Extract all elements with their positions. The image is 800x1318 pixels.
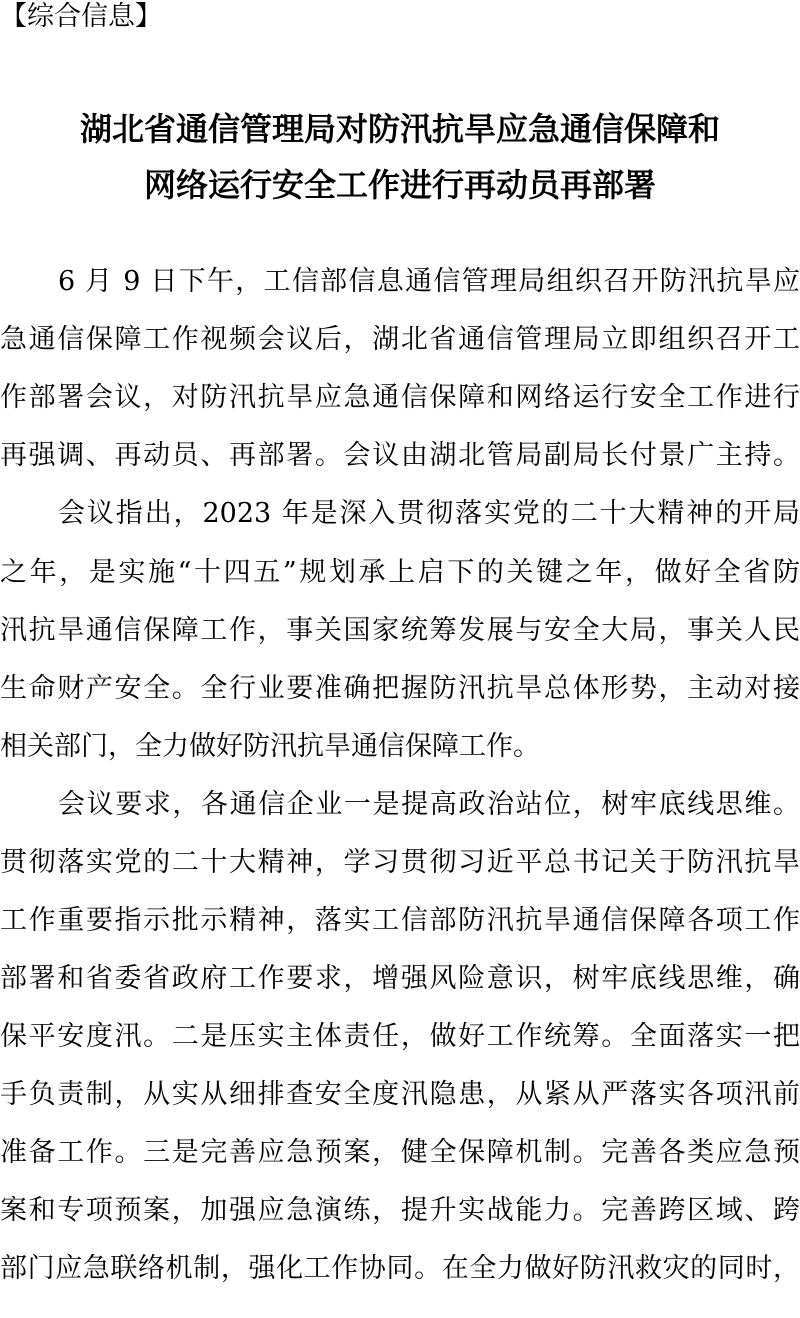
- text-line: 案和专项预案，加强应急演练，提升实战能力。完善跨区域、跨: [0, 1195, 800, 1226]
- text-line: 急通信保障工作视频会议后，湖北省通信管理局立即组织召开工: [0, 324, 800, 355]
- text-line: 6 月 9 日下午，工信部信息通信管理局组织召开防汛抗旱应: [58, 266, 800, 297]
- text-line: 作部署会议，对防汛抗旱应急通信保障和网络运行安全工作进行: [0, 382, 800, 413]
- text-line: 准备工作。三是完善应急预案，健全保障机制。完善各类应急预: [0, 1137, 800, 1168]
- text-line: 手负责制，从实从细排查安全度汛隐患，从紧从严落实各项汛前: [0, 1079, 800, 1110]
- text-line: 会议指出，2023 年是深入贯彻落实党的二十大精神的开局: [58, 498, 800, 529]
- text-line: 部署和省委省政府工作要求，增强风险意识，树牢底线思维，确: [0, 963, 800, 994]
- category-label: 【综合信息】: [0, 1, 162, 32]
- text-line: 相关部门，全力做好防汛抗旱通信保障工作。: [0, 731, 540, 762]
- text-line: 汛抗旱通信保障工作，事关国家统筹发展与安全大局，事关人民: [0, 615, 800, 646]
- text-line: 工作重要指示批示精神，落实工信部防汛抗旱通信保障各项工作: [0, 905, 800, 936]
- text-line: 贯彻落实党的二十大精神，学习贯彻习近平总书记关于防汛抗旱: [0, 847, 800, 878]
- title-line: 网络运行安全工作进行再动员再部署: [143, 166, 656, 204]
- text-line: 之年，是实施“十四五”规划承上启下的关键之年，做好全省防: [0, 557, 800, 588]
- text-line: 生命财产安全。全行业要准确把握防汛抗旱总体形势，主动对接: [0, 673, 800, 704]
- text-line: 会议要求，各通信企业一是提高政治站位，树牢底线思维。: [58, 789, 800, 820]
- title-line: 湖北省通信管理局对防汛抗旱应急通信保障和: [79, 110, 720, 148]
- text-line: 再强调、再动员、再部署。会议由湖北管局副局长付景广主持。: [0, 440, 800, 471]
- text-line: 部门应急联络机制，强化工作协同。在全力做好防汛救灾的同时，: [0, 1253, 800, 1284]
- text-line: 保平安度汛。二是压实主体责任，做好工作统筹。全面落实一把: [0, 1021, 800, 1052]
